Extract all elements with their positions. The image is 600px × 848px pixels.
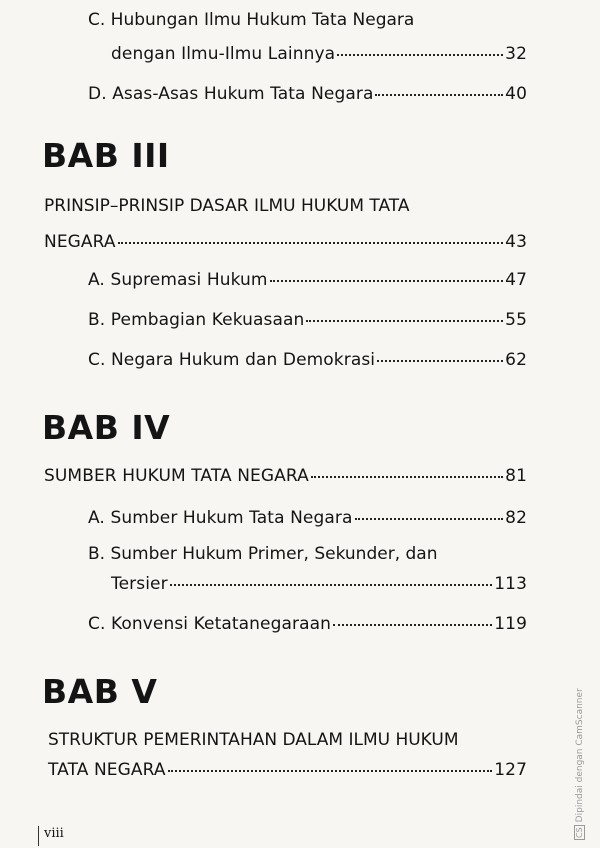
chapter-title-line1: STRUKTUR PEMERINTAHAN DALAM ILMU HUKUM xyxy=(48,730,459,750)
dot-leader xyxy=(377,359,503,362)
page-number: viii xyxy=(44,826,64,841)
toc-entry xyxy=(111,574,527,594)
chapter-heading-bab-5: BAB V xyxy=(42,672,158,711)
toc-page-number: 81 xyxy=(505,466,527,486)
toc-page-number: 32 xyxy=(505,44,527,64)
toc-entry xyxy=(88,614,527,634)
dot-leader xyxy=(311,475,503,478)
toc-page-number: 43 xyxy=(505,232,527,252)
toc-page-number: 127 xyxy=(494,760,527,780)
toc-entry-c xyxy=(111,44,527,64)
toc-entry-label: Tersier xyxy=(111,574,168,594)
toc-entry-d xyxy=(88,84,527,104)
chapter-title-entry xyxy=(48,760,527,780)
dot-leader xyxy=(170,583,493,586)
watermark-text: Dipindai dengan CamScanner xyxy=(575,688,585,823)
toc-entry-c-line1: C. Hubungan Ilmu Hukum Tata Negara xyxy=(88,10,415,30)
toc-entry-label: C. Konvensi Ketatanegaraan xyxy=(88,614,331,634)
toc-entry-label: SUMBER HUKUM TATA NEGARA xyxy=(44,466,309,486)
toc-entry-label: TATA NEGARA xyxy=(48,760,166,780)
toc-entry-label: A. Sumber Hukum Tata Negara xyxy=(88,508,353,528)
toc-page-number: 82 xyxy=(505,508,527,528)
toc-entry xyxy=(88,350,527,370)
dot-leader xyxy=(375,93,503,96)
toc-entry xyxy=(88,508,527,528)
toc-entry-label: A. Supremasi Hukum xyxy=(88,270,268,290)
toc-entry-label: B. Pembagian Kekuasaan xyxy=(88,310,305,330)
toc-entry-label: C. Negara Hukum dan Demokrasi xyxy=(88,350,376,370)
dot-leader xyxy=(306,319,503,322)
toc-entry-label: D. Asas-Asas Hukum Tata Negara xyxy=(88,84,374,104)
chapter-title-entry xyxy=(44,466,527,486)
toc-entry xyxy=(88,310,527,330)
dot-leader xyxy=(270,279,504,282)
dot-leader xyxy=(168,769,493,772)
scanner-watermark xyxy=(574,688,585,840)
chapter-heading-bab-4: BAB IV xyxy=(42,408,171,447)
toc-page-number: 40 xyxy=(505,84,527,104)
dot-leader xyxy=(118,241,504,244)
dot-leader xyxy=(333,623,492,626)
dot-leader xyxy=(355,517,504,520)
toc-page-number: 47 xyxy=(505,270,527,290)
toc-page-number: 113 xyxy=(494,574,527,594)
toc-entry-label: NEGARA xyxy=(44,232,116,252)
toc-page-number: 55 xyxy=(505,310,527,330)
camscanner-icon: CS xyxy=(575,827,584,838)
toc-entry xyxy=(88,270,527,290)
toc-page-number: 62 xyxy=(505,350,527,370)
toc-entry-label: dengan Ilmu-Ilmu Lainnya xyxy=(111,44,336,64)
chapter-title-line1: PRINSIP–PRINSIP DASAR ILMU HUKUM TATA xyxy=(44,196,410,216)
chapter-title-entry xyxy=(44,232,527,252)
dot-leader xyxy=(337,53,503,56)
toc-entry-b-line1: B. Sumber Hukum Primer, Sekunder, dan xyxy=(88,544,438,564)
chapter-heading-bab-3: BAB III xyxy=(42,136,170,175)
toc-page-number: 119 xyxy=(494,614,527,634)
